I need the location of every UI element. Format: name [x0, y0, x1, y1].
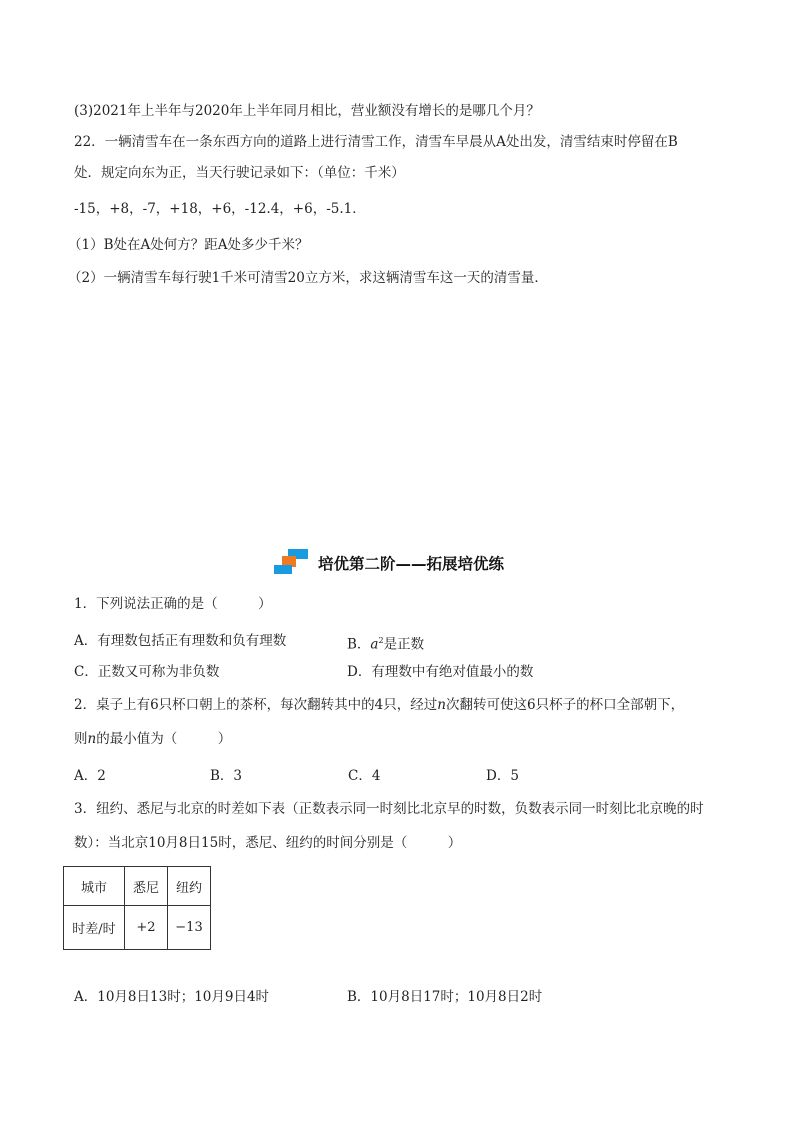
q1-option-c: C．正数又可称为非负数 [74, 664, 220, 680]
table-row [64, 906, 211, 950]
q3-option-a: A．10月8日13时；10月9日4时 [74, 989, 270, 1005]
q2-stem-line1: 2．桌子上有6只杯口朝上的茶杯，每次翻转其中的4只，经过n次翻转可使这6只杯子的杯口全部朝下， [74, 697, 685, 713]
timezone-table [63, 866, 211, 950]
q22-stem-line1: 22．一辆清雪车在一条东西方向的道路上进行清雪工作，清雪车早晨从A处出发，清雪结束时停留在B [74, 134, 678, 150]
q22-stem-line2: 处．规定向东为正，当天行驶记录如下：（单位：千米） [74, 165, 405, 181]
table-cell: 时差/时 [64, 906, 125, 950]
table-cell: −13 [168, 906, 211, 950]
q22-part1: （1）B处在A处何方？距A处多少千米？ [68, 237, 309, 253]
q3-stem-line1: 3．纽约、悉尼与北京的时差如下表（正数表示同一时刻比北京早的时数，负数表示同一时刻比北京晚的时 [74, 801, 704, 817]
section-title: 培优第二阶——拓展培优练 [318, 555, 505, 573]
q1-option-d: D．有理数中有绝对值最小的数 [347, 664, 534, 680]
q2-option-a: A．2 [74, 768, 106, 784]
q2-option-c: C．4 [348, 768, 381, 784]
table-header-cell: 悉尼 [125, 867, 168, 906]
q1-option-b: B．$a^2$是正数 [347, 636, 425, 653]
table-header-cell: 城市 [64, 867, 125, 906]
section-heading [274, 548, 504, 578]
q2-stem-line2: 则n的最小值为（ ） [74, 731, 232, 747]
q3-stem-line2: 数）：当北京10月8日15时，悉尼、纽约的时间分别是（ ） [74, 835, 462, 851]
q22-record: -15，+8，-7，+18，+6，-12.4，+6，-5.1． [74, 201, 366, 217]
q22-part2: （2）一辆清雪车每行驶1千米可清雪20立方米，求这辆清雪车这一天的清雪量． [68, 270, 548, 286]
table-header-cell: 纽约 [168, 867, 211, 906]
section-logo-icon [274, 549, 308, 577]
q2-option-d: D．5 [486, 768, 519, 784]
q1-stem: 1．下列说法正确的是（ ） [74, 596, 272, 612]
q3-option-b: B．10月8日17时；10月8日2时 [347, 989, 543, 1005]
q2-option-b: B．3 [210, 768, 243, 784]
table-cell: +2 [125, 906, 168, 950]
q3-part3-text: (3)2021年上半年与2020年上半年同月相比，营业额没有增长的是哪几个月？ [74, 103, 540, 119]
table-row [64, 867, 211, 906]
q1-option-a: A．有理数包括正有理数和负有理数 [74, 633, 287, 649]
